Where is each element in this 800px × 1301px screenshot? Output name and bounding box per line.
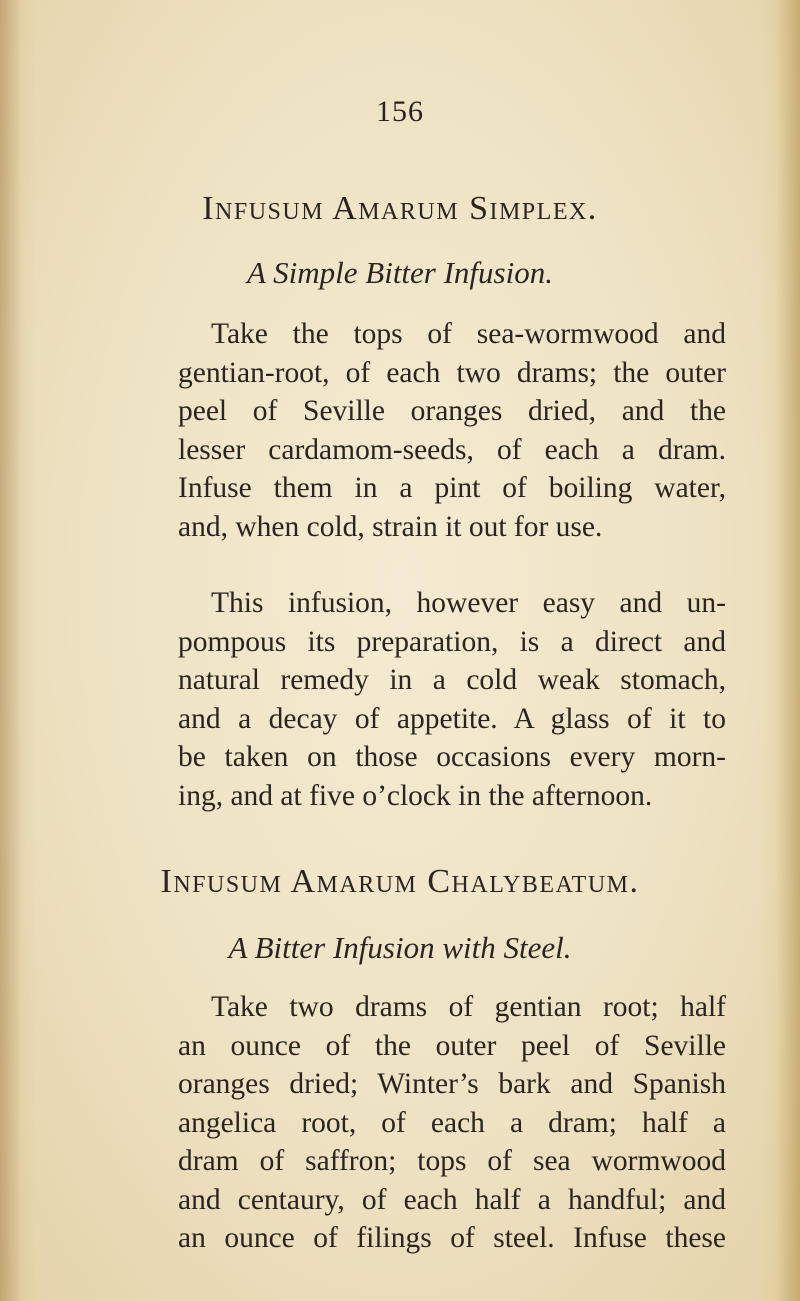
text-line: angelica root, of each a dram; half a [178,1106,726,1139]
page-number: 156 [376,95,424,128]
text-line: dram of saffron; tops of sea wormwood [178,1145,726,1177]
text-line: and a decay of appetite. A glass of it to [178,702,726,735]
text-line: Take two drams of gentian root; half [211,991,726,1023]
section-subheading: A Simple Bitter Infusion. [247,255,553,290]
text-line: and, when cold, strain it out for use. [178,510,603,543]
text-line: and centaury, of each half a handful; and [178,1183,726,1216]
section-heading: Infusum Amarum Simplex. [202,190,598,227]
text-line: Take the tops of sea-wormwood and [211,318,726,350]
text-line: pompous its preparation, is a direct and [178,625,726,658]
text-line: This infusion, however easy and un- [211,587,726,619]
text-line: gentian-root, of each two drams; the outer [178,356,726,389]
text-line: oranges dried; Winter’s bark and Spanish [178,1068,726,1100]
text-line: ing, and at five o’clock in the afternoon. [178,779,653,812]
text-line: peel of Seville oranges dried, and the [178,395,726,427]
text-line: an ounce of the outer peel of Seville [178,1029,726,1062]
text-line: an ounce of filings of steel. Infuse these [178,1222,726,1254]
text-line: lesser cardamom-seeds, of each a dram. [178,433,726,466]
section-subheading: A Bitter Infusion with Steel. [228,930,572,965]
paragraph [178,988,726,1258]
text-line: be taken on those occasions every morn- [178,741,726,773]
text-line: Infuse them in a pint of boiling water, [178,472,726,504]
paragraph [178,315,726,546]
section-heading: Infusum Amarum Chalybeatum. [160,863,640,900]
text-line: natural remedy in a cold weak stomach, [178,664,726,696]
paragraph [178,584,726,815]
